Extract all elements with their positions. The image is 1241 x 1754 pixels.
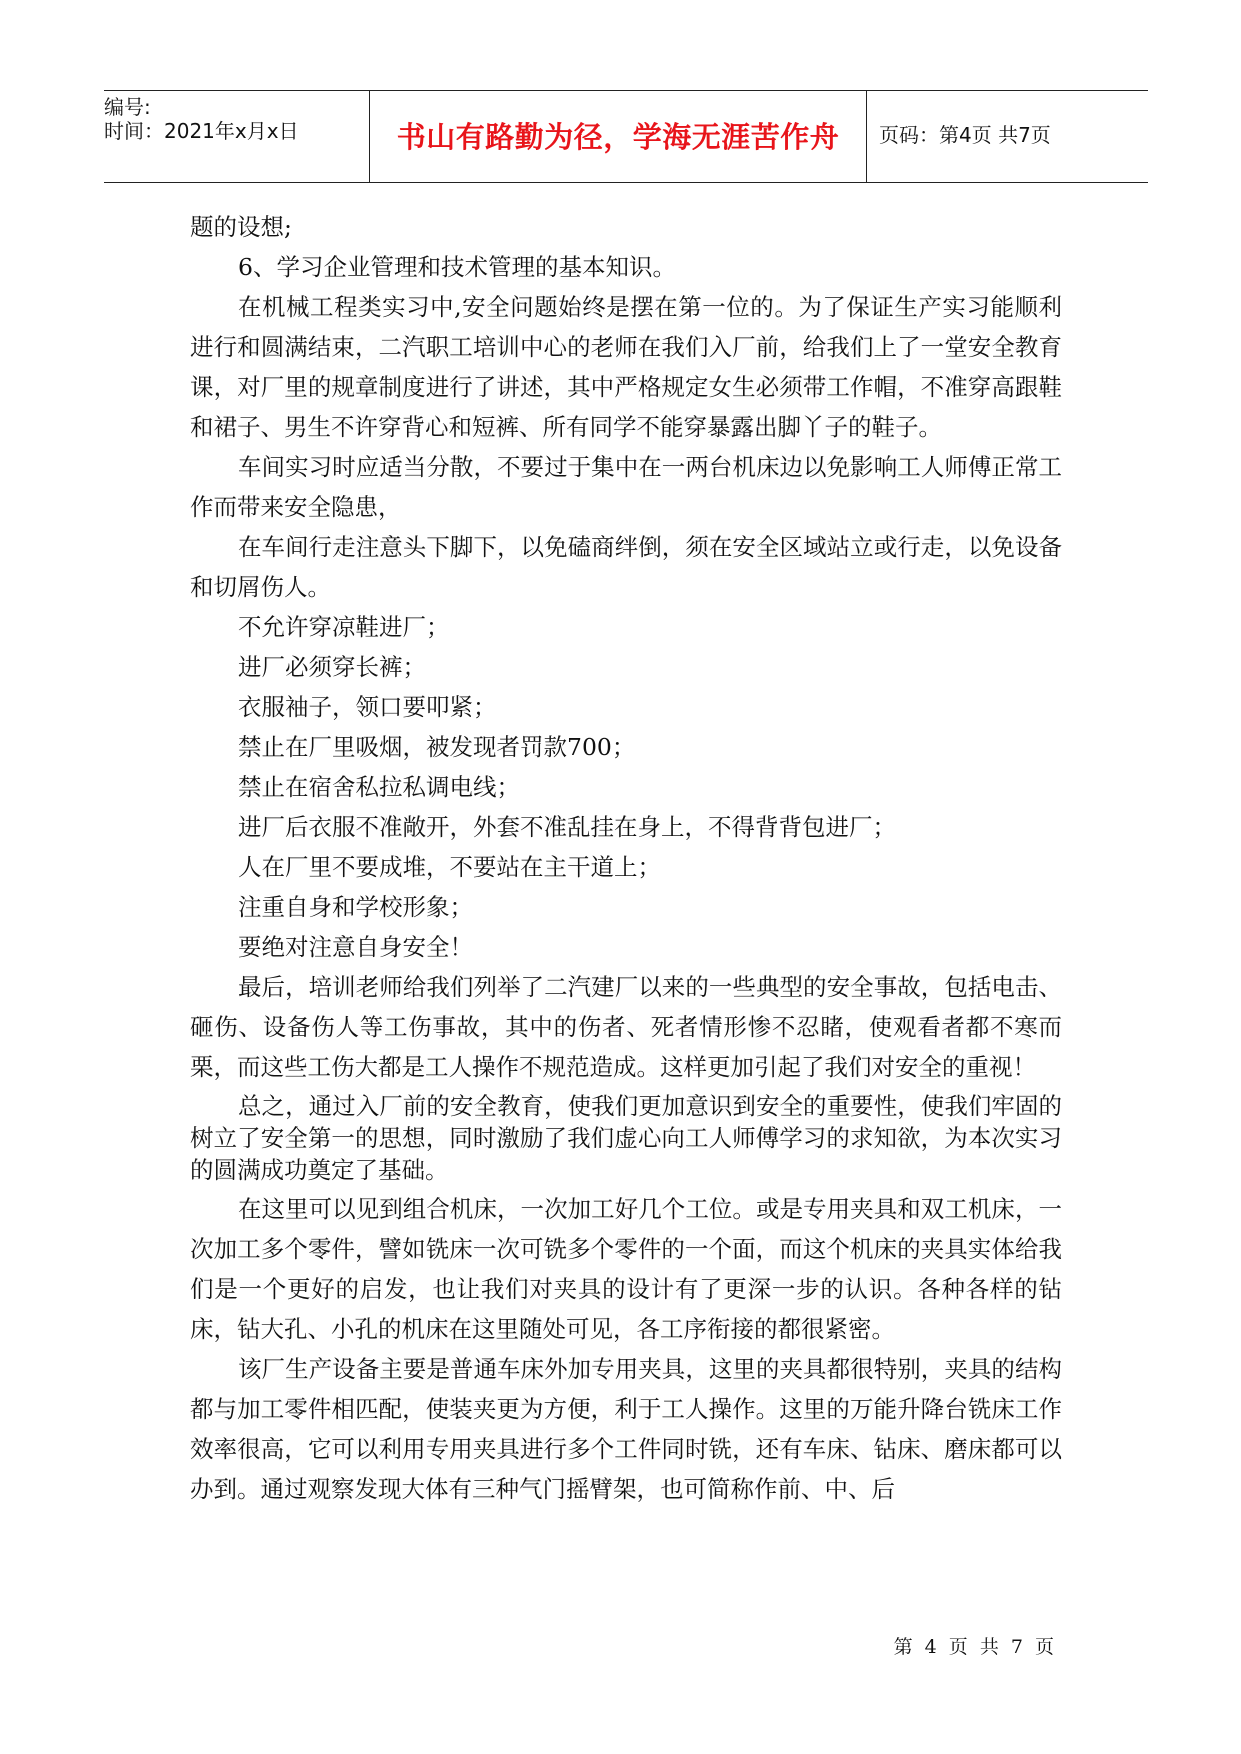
page-code-label: 页码：第4页 共7页 [879,123,1051,147]
paragraph: 在这里可以见到组合机床，一次加工好几个工位。或是专用夹具和双工机床，一次加工多个零件，譬如铣床一次可铣多个零件的一个面，而这个机床的夹具实体给我们是一个更好的启发，也让我们对夹具的设计有了更深一步的认识。各种各样的钻床，钻大孔、小孔的机床在这里随处可见，各工序衔接的都很紧密。 [190,1195,1062,1343]
list-item: 衣服袖子，领口要叩紧； [238,693,497,721]
paragraph: 该厂生产设备主要是普通车床外加专用夹具，这里的夹具都很特别，夹具的结构都与加工零件相匹配，使装夹更为方便，利于工人操作。这里的万能升降台铣床工作效率很高，它可以利用专用夹具进行多个工件同时铣，还有车床、钻床、磨床都可以办到。通过观察发现大体有三种气门摇臂架，也可简称作前、中、后 [190,1355,1062,1503]
header-info-cell [104,91,370,182]
list-item: 不允许穿凉鞋进厂； [238,613,450,641]
paragraph: 车间实习时应适当分散，不要过于集中在一两台机床边以免影响工人师傅正常工作而带来安全隐患， [190,453,1062,521]
document-header [104,90,1148,183]
list-item: 进厂必须穿长裤； [238,653,426,681]
paragraph: 在车间行走注意头下脚下，以免磕商绊倒，须在安全区域站立或行走，以免设备和切屑伤人。 [190,533,1062,601]
date-label: 时间：2021年x月x日 [104,119,299,143]
list-item: 禁止在厂里吸烟，被发现者罚款700； [238,733,636,761]
paragraph: 6、学习企业管理和技术管理的基本知识。 [238,253,676,281]
paragraph: 总之，通过入厂前的安全教育，使我们更加意识到安全的重要性，使我们牢固的树立了安全第一的思想，同时激励了我们虚心向工人师傅学习的求知欲，为本次实习的圆满成功奠定了基础。 [190,1092,1062,1184]
paragraph: 在机械工程类实习中,安全问题始终是摆在第一位的。为了保证生产实习能顺利进行和圆满结束，二汽职工培训中心的老师在我们入厂前，给我们上了一堂安全教育课，对厂里的规章制度进行了讲述，其中严格规定女生必须带工作帽，不准穿高跟鞋和裙子、男生不许穿背心和短裤、所有同学不能穿暴露出脚丫子的鞋子。 [190,293,1062,441]
motto-text: 书山有路勤为径，学海无涯苦作舟 [396,120,840,154]
header-page-cell [867,91,1148,182]
list-item: 注重自身和学校形象； [238,893,473,921]
list-item: 要绝对注意自身安全！ [238,933,473,961]
paragraph: 题的设想; [190,213,292,241]
paragraph: 最后，培训老师给我们列举了二汽建厂以来的一些典型的安全事故，包括电击、砸伤、设备伤人等工伤事故，其中的伤者、死者情形惨不忍睹，使观看者都不寒而栗，而这些工伤大都是工人操作不规范造成。这样更加引起了我们对安全的重视！ [190,973,1062,1081]
list-item: 进厂后衣服不准敞开，外套不准乱挂在身上，不得背背包进厂； [238,813,896,841]
serial-number-label: 编号: [104,95,151,119]
list-item: 禁止在宿舍私拉私调电线； [238,773,520,801]
list-item: 人在厂里不要成堆，不要站在主干道上； [238,853,661,881]
header-motto-cell [370,91,867,182]
document-body [190,207,1062,1509]
page-footer: 第 4 页 共 7 页 [893,1636,1054,1658]
